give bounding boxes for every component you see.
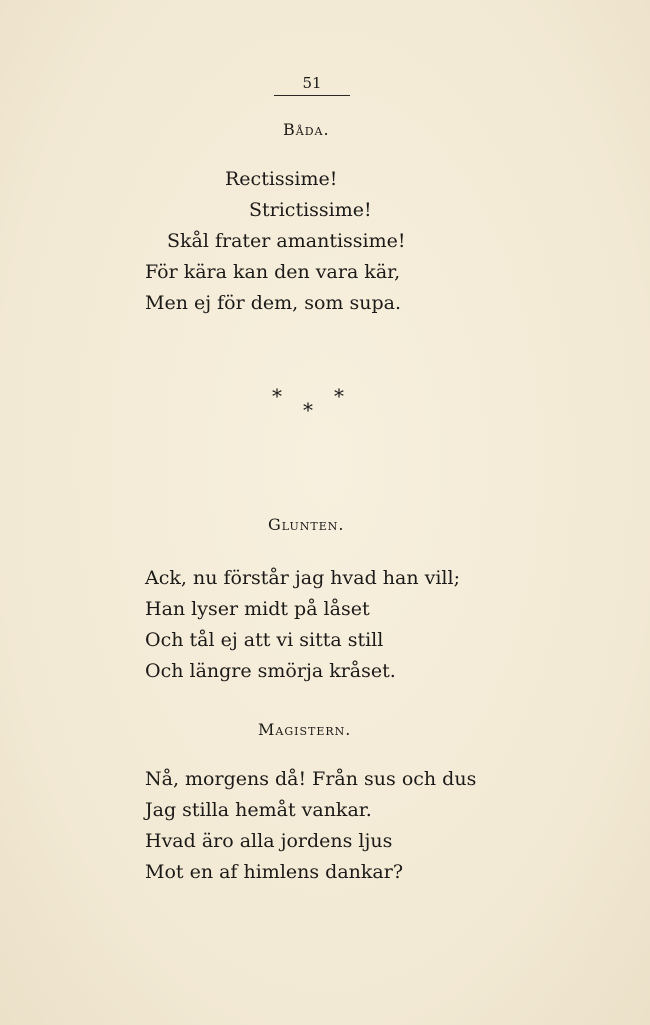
verse-line: Och tål ej att vi sitta still: [145, 629, 384, 651]
verse-line: Jag stilla hemåt vankar.: [145, 799, 372, 821]
verse-line: Hvad äro alla jordens ljus: [145, 830, 393, 852]
verse-line: Strictissime!: [249, 199, 372, 221]
verse-line: Nå, morgens då! Från sus och dus: [145, 768, 477, 790]
verse-line: Mot en af himlens dankar?: [145, 861, 404, 883]
verse-line: Men ej för dem, som supa.: [145, 292, 402, 314]
separator-star: *: [272, 384, 282, 408]
page-number: 51: [274, 74, 350, 96]
verse-stanza-bada: [145, 164, 435, 319]
verse-line: Han lyser midt på låset: [145, 598, 370, 620]
speaker-heading-bada: Båda.: [283, 120, 330, 139]
speaker-heading-magistern: Magistern.: [258, 720, 352, 739]
verse-line: Och längre smörja kråset.: [145, 660, 396, 682]
verse-line: Ack, nu förstår jag hvad han vill;: [145, 567, 460, 589]
verse-stanza-magistern: [145, 764, 490, 888]
asterism-separator: [268, 386, 358, 426]
verse-stanza-glunten: [145, 563, 485, 687]
speaker-heading-glunten: Glunten.: [268, 515, 345, 534]
verse-line: Rectissime!: [225, 168, 338, 190]
separator-star: *: [334, 384, 344, 408]
verse-line: För kära kan den vara kär,: [145, 261, 401, 283]
verse-line: Skål frater amantissime!: [167, 230, 406, 252]
separator-star: *: [303, 398, 313, 422]
